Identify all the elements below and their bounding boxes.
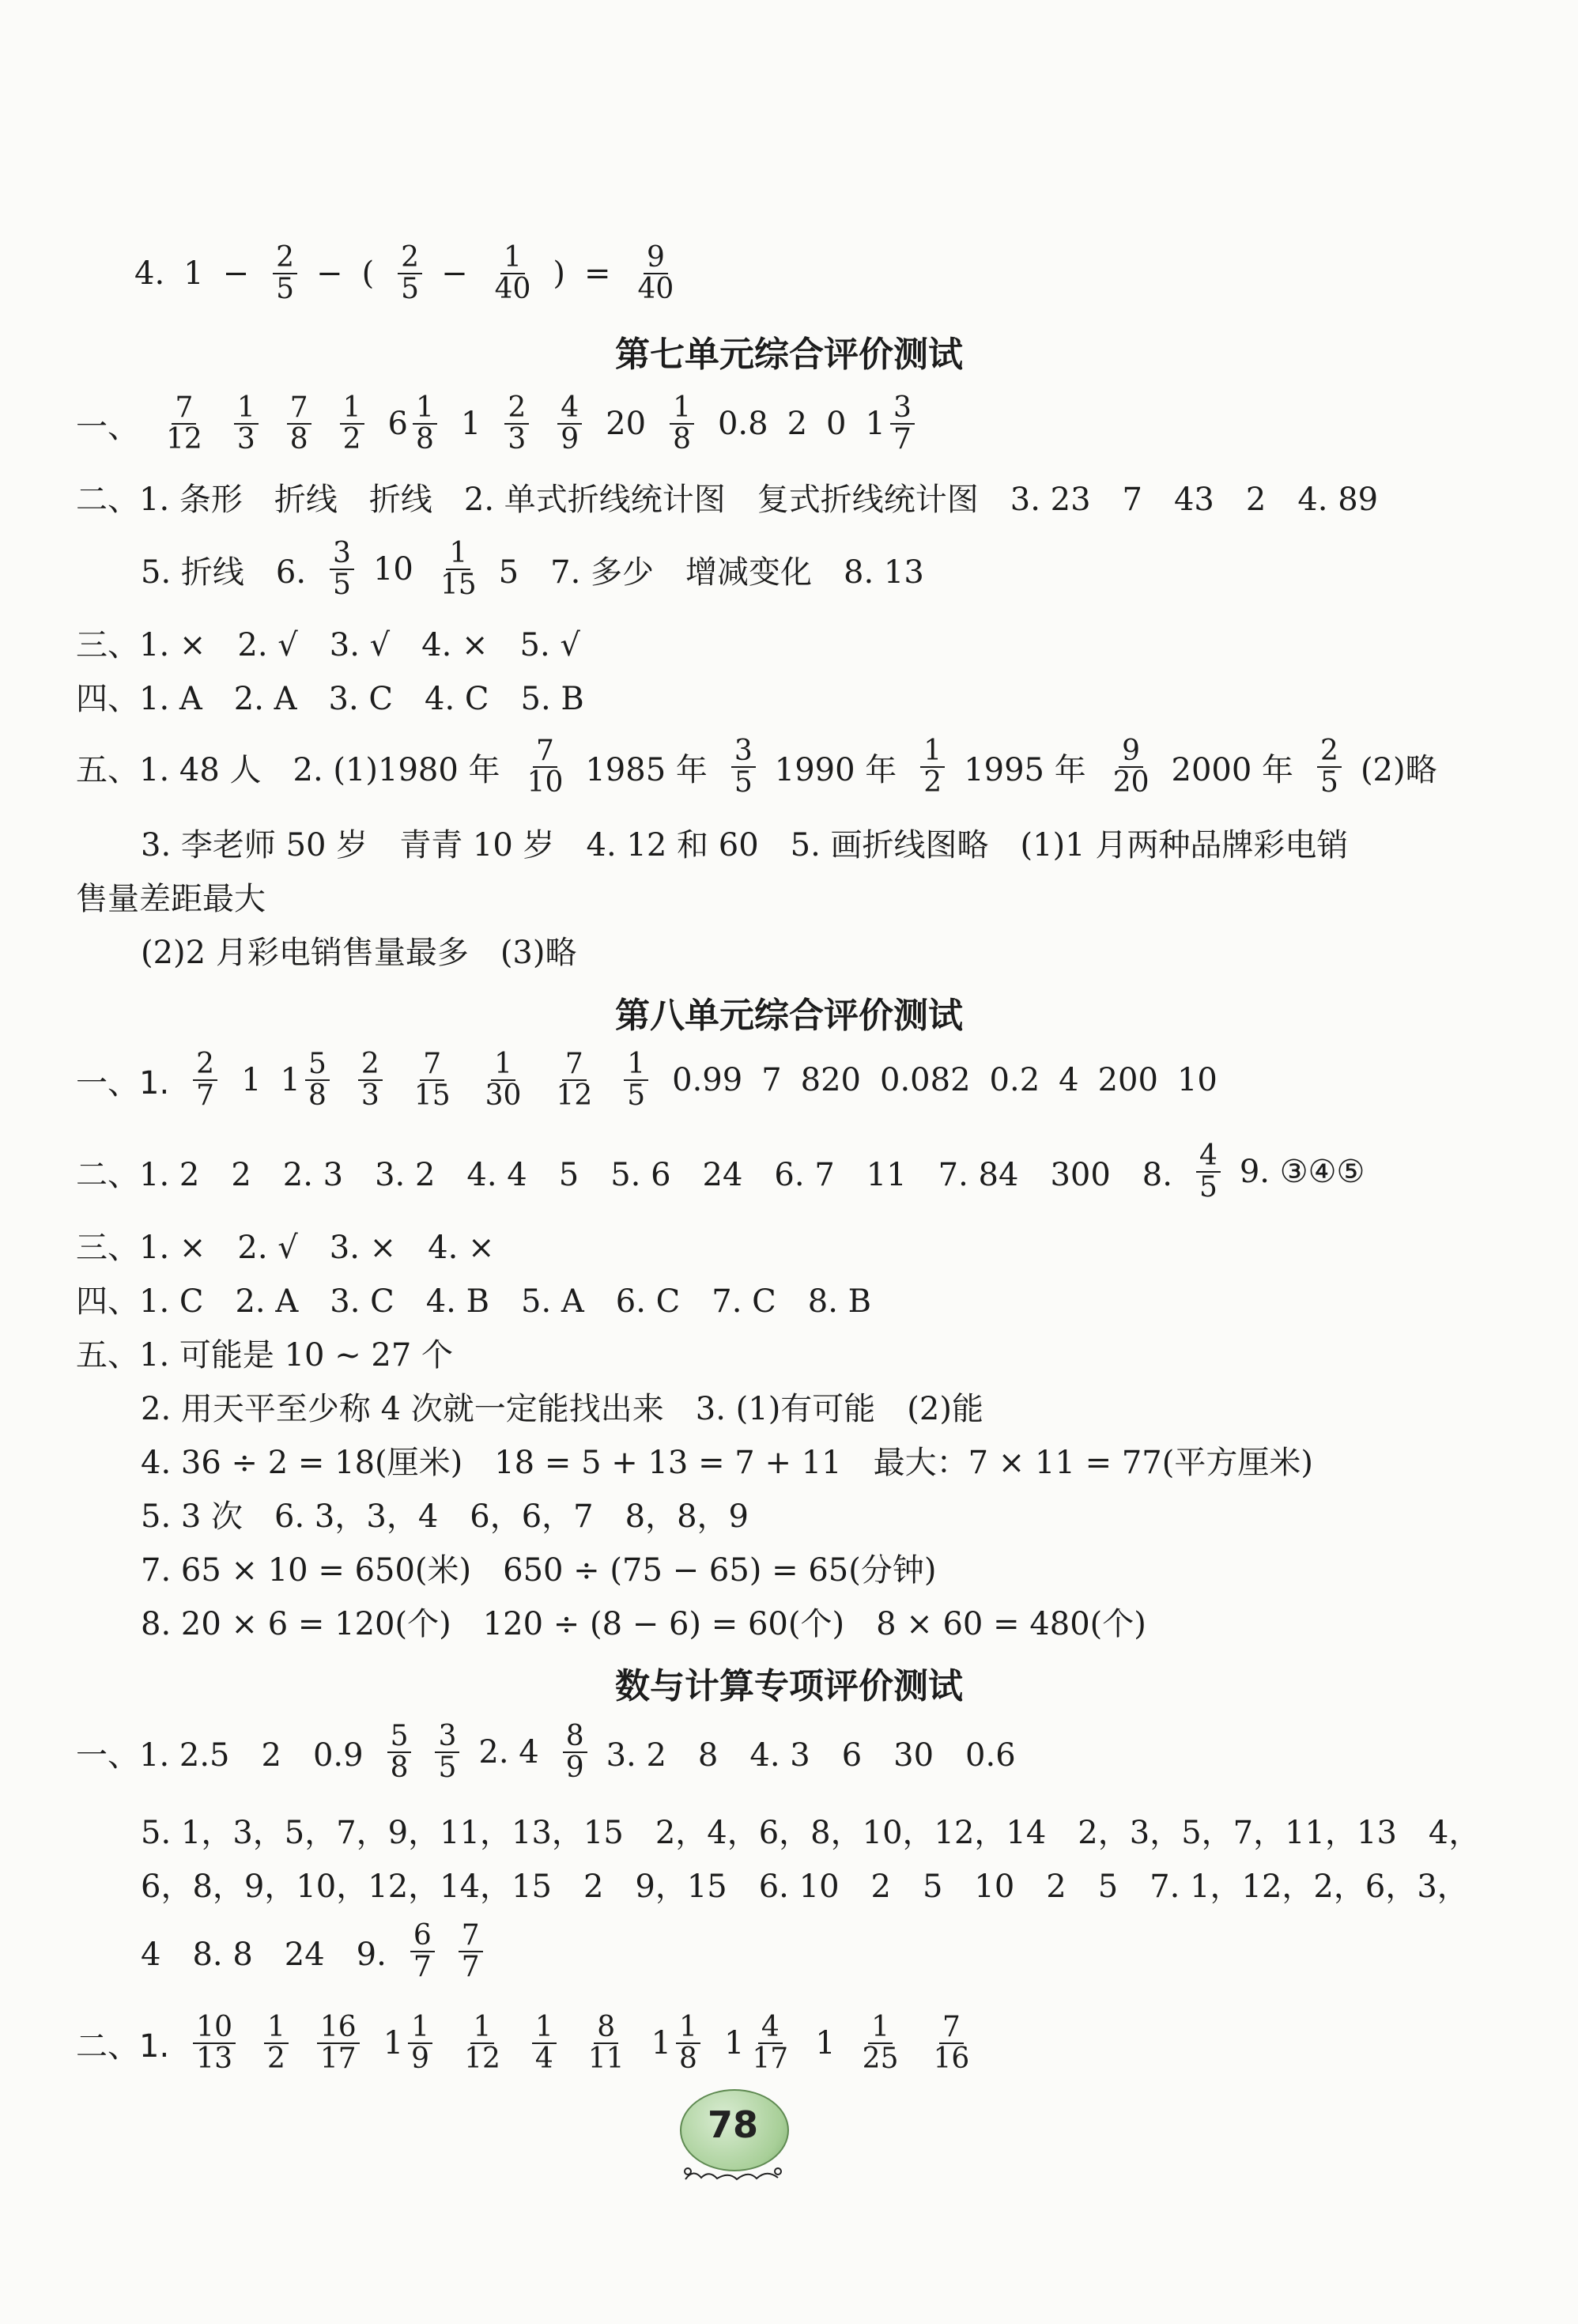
denominator: 13 <box>196 2042 232 2075</box>
fraction: $\frac{9}{40}$ <box>637 241 674 305</box>
answer-line <box>76 1132 1365 1211</box>
denominator: 8 <box>415 423 434 455</box>
fraction: $\frac{3}{5}$ <box>731 736 756 798</box>
fraction <box>282 393 316 455</box>
fraction: $\frac{1}{40}$ <box>494 241 531 305</box>
numerator: 4 <box>557 393 582 425</box>
answer-value: 820 <box>800 1062 862 1098</box>
fraction: $\frac{7}{7}$ <box>459 1921 483 1982</box>
denominator: 15 <box>413 1079 451 1112</box>
fraction <box>855 2012 907 2074</box>
answer-line <box>76 1713 1016 1792</box>
answer-text: 5. 折线 6. <box>141 554 307 591</box>
fraction <box>585 2012 628 2074</box>
operator: − <box>441 255 468 292</box>
denominator: 8 <box>308 1079 327 1112</box>
answer-value: 4 <box>1059 1062 1079 1098</box>
numerator: 7 <box>172 393 196 425</box>
fraction <box>548 1049 600 1111</box>
answer-value: 0.99 <box>672 1062 743 1098</box>
answer-text: 一、1. 2.5 2 0.9 <box>76 1736 364 1774</box>
answer-value: 0.2 <box>989 1062 1040 1098</box>
numerator: 1 <box>413 393 437 425</box>
fraction <box>553 1049 595 1111</box>
section-heading: 第七单元综合评价测试 <box>615 334 963 375</box>
fraction <box>557 393 582 455</box>
fraction <box>580 2012 632 2074</box>
numerator: 1 <box>624 1049 648 1081</box>
denominator: 9 <box>561 423 579 455</box>
answer-line: 二、1. 条形 折线 折线 2. 单式折线统计图 复式折线统计图 3. 23 7 43 2 4. 89 <box>76 481 1379 518</box>
fraction <box>358 1049 383 1111</box>
denominator: 12 <box>556 1079 593 1112</box>
answer-line: 8. 20 × 6 = 120(个) 120 ÷ (8 − 6) = 60(个) 8 × 60 = 480(个) <box>141 1605 1146 1642</box>
denominator: 16 <box>933 2042 970 2075</box>
mixed-number <box>388 393 442 455</box>
numerator: 1 <box>470 2012 495 2044</box>
numerator: 16 <box>317 2012 360 2044</box>
numerator: 1 <box>491 1049 515 1081</box>
fraction <box>749 2012 791 2074</box>
fraction <box>406 1049 459 1111</box>
page-number: 78 <box>707 2103 758 2146</box>
fraction: $\frac{2}{5}$ <box>273 243 297 304</box>
fraction <box>305 1049 330 1111</box>
fraction <box>340 393 364 455</box>
fraction <box>335 393 369 455</box>
whole-part: 1 <box>723 2025 745 2061</box>
fraction: $\frac{3}{5}$ <box>330 538 354 600</box>
numerator: 1 <box>408 2012 432 2044</box>
fraction: $\frac{1}{2}$ <box>920 736 945 798</box>
answer-line <box>76 1041 1217 1120</box>
fraction <box>259 2012 293 2074</box>
fraction <box>317 2012 360 2074</box>
answer-line: 7. 65 × 10 = 650(米) 650 ÷ (75 − 65) = 65(分钟) <box>141 1551 937 1589</box>
fraction <box>234 393 259 455</box>
fraction: $\frac{2}{5}$ <box>1317 736 1342 798</box>
fraction <box>482 1049 525 1111</box>
answer-value: 1 <box>815 2025 836 2061</box>
mixed-number <box>866 393 919 455</box>
fraction <box>456 2012 508 2074</box>
answer-line: 5. 1，3，5，7，9，11，13，15 2，4，6，8，10，12，14 2，3，5，7，11，13 4， <box>141 1814 1481 1851</box>
denominator: 3 <box>361 1079 379 1112</box>
answer-text: 3. 2 8 4. 3 6 30 0.6 <box>606 1736 1016 1774</box>
fraction <box>461 2012 504 2074</box>
fraction: $\frac{3}{5}$ <box>435 1721 459 1783</box>
fraction <box>264 2012 289 2074</box>
answer-value: 1 <box>460 406 481 442</box>
whole-part: 1 <box>383 2025 404 2061</box>
answer-value: 200 <box>1097 1062 1158 1098</box>
fraction: $\frac{2}{5}$ <box>398 243 422 304</box>
answer-line <box>76 2004 977 2083</box>
fraction <box>532 2012 557 2074</box>
fraction <box>408 2012 432 2074</box>
fraction <box>619 1049 653 1111</box>
fraction <box>193 1049 217 1111</box>
fraction <box>229 393 263 455</box>
mixed-number <box>281 1049 334 1111</box>
fraction: $\frac{1}{15}$ <box>440 537 477 601</box>
numerator: 1 <box>340 393 364 425</box>
fraction <box>158 393 210 455</box>
fraction <box>859 2012 902 2074</box>
fraction: $\frac{9}{20}$ <box>1112 735 1150 799</box>
numerator: 1 <box>264 2012 289 2044</box>
answer-line: 三、1. × 2. √ 3. √ 4. × 5. √ <box>76 626 580 663</box>
whole-part: 1 <box>651 2025 672 2061</box>
denominator: 17 <box>752 2042 789 2075</box>
answer-line: 四、1. A 2. A 3. C 4. C 5. B <box>76 680 584 717</box>
denominator: 9 <box>411 2042 430 2075</box>
fraction <box>930 2012 972 2074</box>
answer-value: 20 <box>606 406 647 442</box>
denominator: 3 <box>236 423 255 455</box>
denominator: 11 <box>587 2042 625 2075</box>
section-heading: 数与计算专项评价测试 <box>615 1666 963 1706</box>
numerator: 1 <box>868 2012 893 2044</box>
numerator: 10 <box>193 2012 236 2044</box>
answer-text: 10 <box>372 551 413 588</box>
answer-line <box>141 1912 483 1991</box>
numerator: 2 <box>358 1049 383 1081</box>
fraction <box>353 1049 387 1111</box>
answer-line: 6，8，9，10，12，14，15 2 9，15 6. 10 2 5 10 2 5 7. 1，12，2，6，3， <box>141 1868 1469 1905</box>
answer-text: 1995 年 <box>964 751 1086 788</box>
denominator: 4 <box>534 2042 553 2075</box>
answer-text: 5 7. 多少 增减变化 8. 13 <box>498 554 924 591</box>
answer-text: 2. 4 <box>478 1734 539 1770</box>
fraction <box>670 393 694 455</box>
fraction <box>890 393 915 455</box>
denominator: 30 <box>485 1079 522 1112</box>
fraction <box>527 2012 561 2074</box>
answer-line: 2. 用天平至少称 4 次就一定能找出来 3. (1)有可能 (2)能 <box>141 1390 983 1427</box>
fraction: $\frac{6}{7}$ <box>410 1921 435 1982</box>
fraction: $\frac{5}{8}$ <box>387 1721 412 1783</box>
answer-line: 五、1. 可能是 10 ~ 27 个 <box>76 1336 454 1374</box>
denominator: 7 <box>893 423 912 455</box>
fraction <box>500 393 534 455</box>
numerator: 7 <box>939 2012 964 2044</box>
answer-text: 2000 年 <box>1171 751 1294 788</box>
answer-text: 五、1. 48 人 2. (1)1980 年 <box>76 751 500 788</box>
numerator: 7 <box>562 1049 587 1081</box>
answer-text: 1985 年 <box>585 751 708 788</box>
numerator: 3 <box>890 393 915 425</box>
section-number: 一、1. <box>76 1064 170 1102</box>
answer-value: 0 <box>826 406 847 442</box>
answer-line: 三、1. × 2. √ 3. × 4. × <box>76 1229 495 1266</box>
denominator: 8 <box>289 423 308 455</box>
answer-value: 7 <box>761 1062 782 1098</box>
paren: ( <box>361 255 375 292</box>
whole-part: 1 <box>865 406 885 442</box>
mixed-number <box>383 2012 437 2074</box>
fraction <box>163 393 206 455</box>
answer-text: 二、1. 2 2 2. 3 3. 2 4. 4 5 5. 6 24 6. 7 11 7. 84 300 8. <box>76 1156 1172 1193</box>
fraction <box>193 2012 236 2074</box>
numerator: 8 <box>594 2012 618 2044</box>
fraction <box>411 1049 454 1111</box>
answer-value: 10 <box>1176 1062 1217 1098</box>
answer-line: 3. 李老师 50 岁 青青 10 岁 4. 12 和 60 5. 画折线图略 (1)1 月两种品牌彩电销 <box>141 826 1349 863</box>
answer-text: (2)略 <box>1360 751 1437 788</box>
numerator: 1 <box>670 393 694 425</box>
numerator: 7 <box>420 1049 444 1081</box>
fraction <box>553 393 587 455</box>
fraction <box>188 2012 240 2074</box>
fraction <box>287 393 311 455</box>
denominator: 7 <box>196 1079 215 1112</box>
denominator: 2 <box>342 423 361 455</box>
answer-value: 0.082 <box>880 1062 971 1098</box>
fraction <box>312 2012 364 2074</box>
answer-value: 1 <box>241 1062 262 1098</box>
section-number: 一、 <box>76 408 139 445</box>
expr-term: 1 <box>183 255 204 292</box>
answer-line: (2)2 月彩电销售量最多 (3)略 <box>141 934 577 971</box>
mixed-number <box>651 2012 705 2074</box>
denominator: 8 <box>673 423 691 455</box>
denominator: 3 <box>508 423 527 455</box>
answer-line: 四、1. C 2. A 3. C 4. B 5. A 6. C 7. C 8. B <box>76 1283 872 1320</box>
section-number: 二、1. <box>76 2027 170 2065</box>
answer-text: 4 8. 8 24 9. <box>141 1936 387 1973</box>
fraction: $\frac{8}{9}$ <box>563 1721 587 1783</box>
denominator: 5 <box>627 1079 646 1112</box>
answer-text: 9. ③④⑤ <box>1239 1154 1365 1190</box>
numerator: 1 <box>532 2012 557 2044</box>
numerator: 2 <box>504 393 529 425</box>
numerator: 7 <box>287 393 311 425</box>
denominator: 2 <box>266 2042 285 2075</box>
numerator: 4 <box>758 2012 783 2044</box>
answer-line <box>141 530 924 609</box>
answer-line <box>76 384 919 463</box>
operator: = <box>584 255 611 292</box>
fraction <box>188 1049 222 1111</box>
numerator: 5 <box>305 1049 330 1081</box>
item-number: 4. <box>134 255 165 292</box>
answer-line: 4. 36 ÷ 2 = 18(厘米) 18 = 5 + 13 = 7 + 11 最大：7 × 11 = 77(平方厘米) <box>141 1444 1313 1481</box>
answer-line: 售量差距最大 <box>76 880 266 917</box>
page-number-badge <box>674 2089 792 2184</box>
numerator: 1 <box>676 2012 700 2044</box>
numerator: 1 <box>234 393 259 425</box>
fraction: $\frac{7}{10}$ <box>527 735 564 799</box>
fraction <box>665 393 699 455</box>
numerator: 2 <box>193 1049 217 1081</box>
section-heading: 第八单元综合评价测试 <box>615 996 963 1036</box>
answer-value: 2 <box>787 406 808 442</box>
fraction <box>504 393 529 455</box>
paren: ) <box>553 255 566 292</box>
fraction: $\frac{4}{5}$ <box>1196 1141 1221 1203</box>
fraction <box>676 2012 700 2074</box>
denominator: 8 <box>679 2042 697 2075</box>
denominator: 25 <box>862 2042 899 2075</box>
answer-text: 1990 年 <box>774 751 897 788</box>
operator: − <box>222 255 250 292</box>
whole-part: 6 <box>387 406 408 442</box>
fraction <box>925 2012 977 2074</box>
answer-line <box>76 727 1437 807</box>
fraction <box>478 1049 530 1111</box>
fraction <box>624 1049 648 1111</box>
denominator: 12 <box>166 423 202 455</box>
answer-line <box>134 234 677 313</box>
answer-value: 0.8 <box>717 406 768 442</box>
fraction <box>413 393 437 455</box>
whole-part: 1 <box>280 1062 300 1098</box>
denominator: 12 <box>464 2042 500 2075</box>
answer-line: 5. 3 次 6. 3，3，4 6，6，7 8，8，9 <box>141 1498 749 1535</box>
denominator: 17 <box>319 2042 357 2075</box>
mixed-number <box>724 2012 796 2074</box>
operator: − <box>316 255 343 292</box>
grass-decoration-icon <box>681 2165 784 2181</box>
